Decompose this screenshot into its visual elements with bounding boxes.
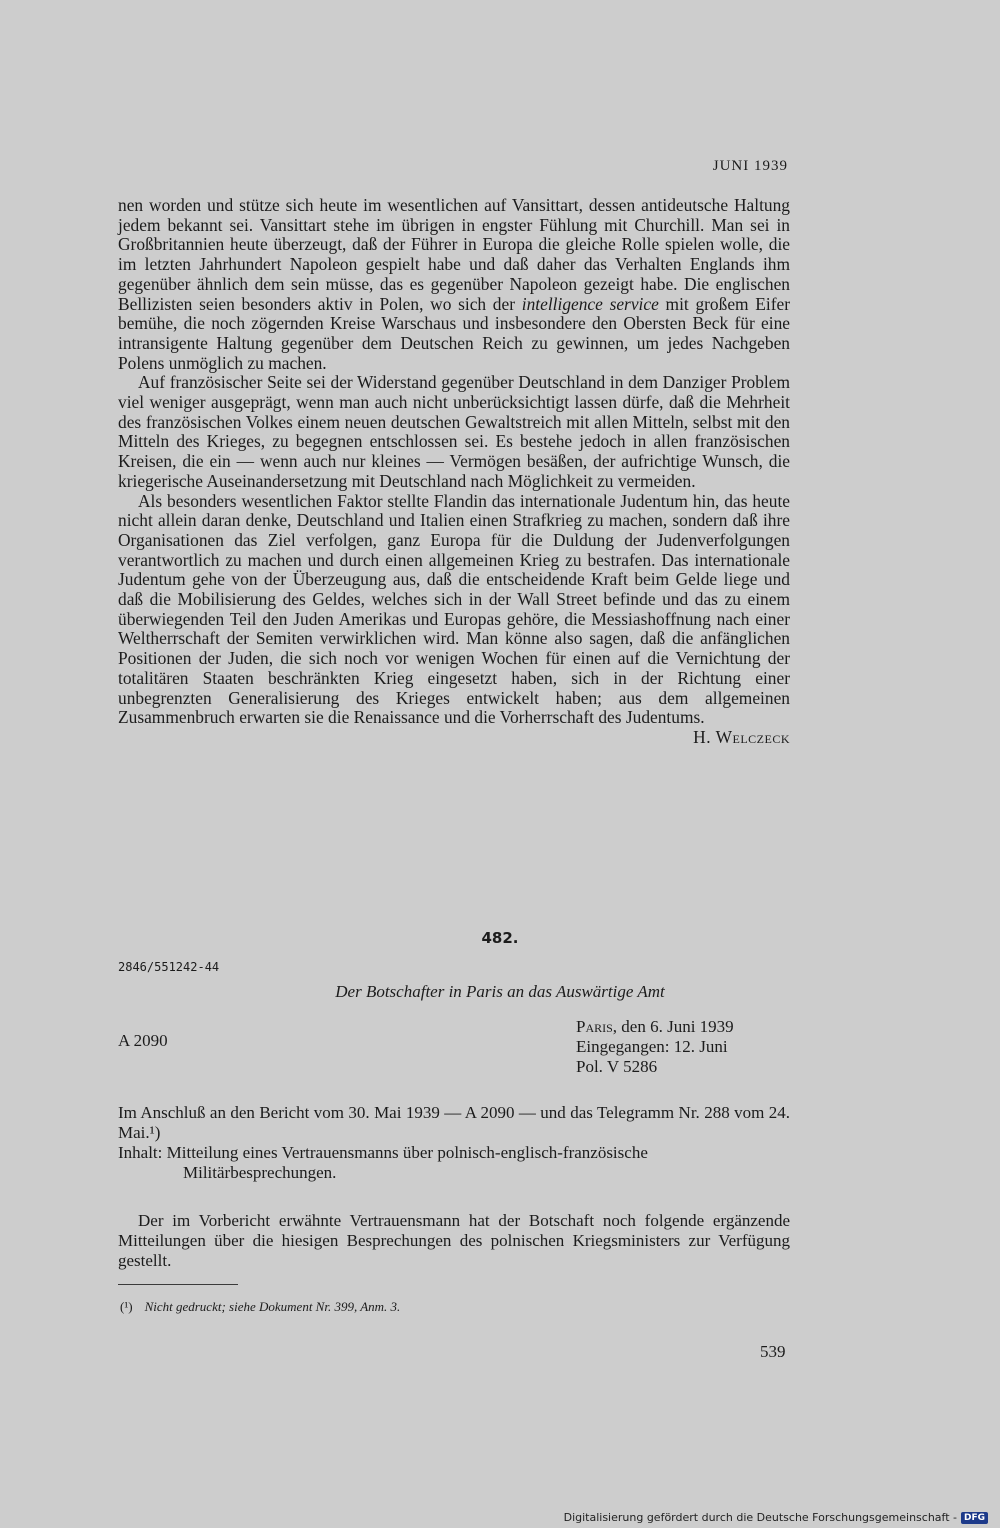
paragraph-3: Als besonders wesentlichen Faktor stellte Flandin das internationale Judentum hin, das heute nicht allein daran denke, Deutschland und Italien einen Strafkrieg zu machen, sondern daß ihre Organisationen das Ziel verfolgen, ganz Europa für die Duldung der Judenverfolgungen verantwortlich zu machen und durch einen allgemeinen Krieg zu bestrafen. Das internationale Judentum gehe von der Überzeugung aus, daß die entscheidende Kraft beim Gelde liege und daß die Mobilisierung des Geldes, welches sich in der Wall Street befinde und das zu einem überwiegenden Teil den Juden Amerikas und Europas gehöre, die Messiashoffnung nach einer Weltherrschaft der Semiten verwirklichen wird. Man könne also sagen, daß die anfänglichen Positionen der Juden, die sich noch vor wenigen Wochen für einen auf die Vernichtung der totalitären Staaten beschränkten Krieg eingesetzt haben, sich in der Richtung einer unbegrenzten Generalisierung des Krieges entwickelt haben; aus dem allgemeinen Zusammenbruch erwarten sie die Renaissance und die Vorherrschaft des Judentums. xyxy=(118,490,790,728)
page-number: 539 xyxy=(760,1342,786,1361)
signature: H. Welczeck xyxy=(693,726,790,747)
footnote xyxy=(120,1299,400,1315)
received-date: Eingegangen: 12. Juni xyxy=(576,1037,728,1056)
paragraph-1-italic: intelligence service xyxy=(521,293,659,314)
dfg-credit[interactable] xyxy=(564,1511,988,1524)
inhalt-continuation: Militärbesprechungen. xyxy=(183,1163,337,1182)
place-date-block xyxy=(576,1017,734,1077)
document-title: Der Botschafter in Paris an das Auswärtige Amt xyxy=(335,982,665,1001)
intro-block xyxy=(118,1103,790,1183)
dfg-credit-text: Digitalisierung gefördert durch die Deutsche Forschungsgemeinschaft - xyxy=(563,1511,957,1524)
footnote-text: Nicht gedruckt; siehe Dokument Nr. 399, Anm. 3. xyxy=(144,1299,401,1314)
file-number: A 2090 xyxy=(118,1031,168,1050)
inhalt-label: Inhalt: xyxy=(118,1143,163,1162)
paragraph-1 xyxy=(118,196,790,373)
reference-number: 2846/551242-44 xyxy=(118,960,220,974)
place-date xyxy=(576,1017,734,1037)
paragraph-1-end: mit großem Eifer bemühe, die noch zögernden Kreise Warschaus und insbesondere den Obersten Beck für eine intransigente Haltung gegenüber dem Deutschen Reich zu gewinnen, um jedes Nachgeben Polens unmöglich zu machen. xyxy=(118,293,791,373)
footnote-rule xyxy=(118,1284,238,1285)
inhalt-line xyxy=(118,1143,790,1163)
body-text xyxy=(118,196,790,748)
date: den 6. Juni 1939 xyxy=(621,1017,734,1036)
report-paragraph: Der im Vorbericht erwähnte Vertrauensmann hat der Botschaft noch folgende ergänzende Mitteilungen über die hiesigen Besprechungen des polnischen Kriegsministers zur Verfügung gestellt. xyxy=(118,1211,790,1270)
inhalt-text: Mitteilung eines Vertrauensmanns über polnisch-englisch-französische xyxy=(166,1143,648,1162)
place: Paris, xyxy=(576,1017,618,1036)
paragraph-2: Auf französischer Seite sei der Widerstand gegenüber Deutschland in dem Danziger Problem viel weniger ausgeprägt, wenn man auch nicht unberücksichtigt lassen dürfe, daß die Mehrheit des französischen Volkes einem neuen deutschen Gewaltstreich mit allen Mitteln, selbst mit den Mitteln des Krieges, zu begegnen entschlossen sei. Es bestehe jedoch in allen französischen Kreisen, die ein — wenn auch nur kleines — Vermögen besäßen, der aufrichtige Wunsch, die kriegerische Auseinandersetzung mit Deutschland nach Möglichkeit zu vermeiden. xyxy=(118,372,790,491)
running-header: JUNI 1939 xyxy=(712,158,788,174)
intro-text: Im Anschluß an den Bericht vom 30. Mai 1939 — A 2090 — und das Telegramm Nr. 288 vom 24. Mai.¹) xyxy=(118,1103,790,1142)
document-number: 482. xyxy=(481,929,519,947)
footnote-marker: (¹) xyxy=(120,1299,133,1314)
paragraph-1-text: nen worden und stütze sich heute im wesentlichen auf Vansittart, dessen antideutsche Haltung jedem bekannt sei. Vansittart stehe im übrigen in engster Fühlung mit Churchill. Man sei in Großbritannien heute überzeugt, daß der Führer in Europa die gleiche Rolle spielen wolle, die im letzten Jahrhundert Napoleon gespielt habe und daß daher das Verhalten Englands ihm gegenüber ähnlich dem sein müsse, das es gegenüber Napoleon gezeigt habe. Die englischen Bellizisten seien besonders aktiv in Polen, wo sich der xyxy=(118,195,790,314)
dfg-logo-icon: DFG xyxy=(961,1512,988,1524)
pol-number: Pol. V 5286 xyxy=(576,1057,658,1076)
